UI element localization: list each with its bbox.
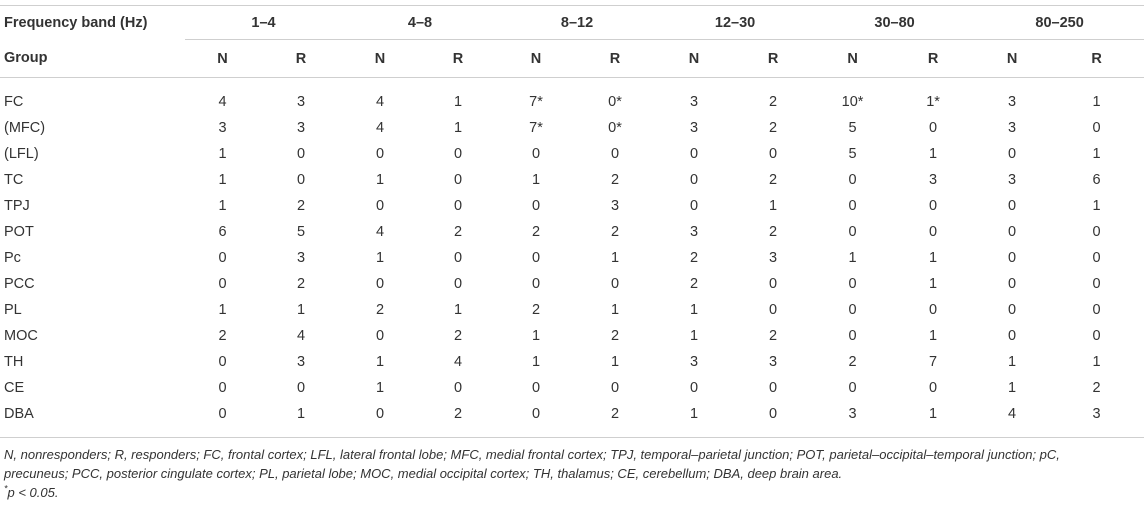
value-cell: 2 [296, 276, 306, 292]
value-cell: 0 [1092, 276, 1101, 292]
value-cell: 1 [296, 302, 306, 318]
band-header: 4–8 [342, 6, 498, 40]
value-cell: 1 [1008, 380, 1017, 396]
table-row [0, 115, 1144, 141]
value-cell: 0 [296, 380, 306, 396]
subheader-n: N [975, 40, 1049, 78]
value-cell: 0 [1092, 250, 1101, 266]
value-cell: 0 [732, 401, 814, 438]
value-cell: 0 [848, 198, 857, 214]
value-cell: 0 [1008, 146, 1017, 162]
value-cell: 3 [296, 94, 306, 110]
band-header-row [0, 6, 1144, 40]
value-cell: 7* [529, 94, 543, 110]
value-cell: 1 [929, 146, 938, 162]
value-cell: 0 [769, 146, 778, 162]
frequency-table [0, 6, 1144, 438]
value-cell: 2 [690, 276, 699, 292]
value-cell: 2 [769, 120, 778, 136]
value-cell: 0 [531, 380, 541, 396]
group-cell: TPJ [4, 198, 30, 214]
value-cell: 0 [375, 146, 385, 162]
value-cell: 2 [769, 172, 778, 188]
value-cell: 2 [611, 224, 620, 240]
value-cell: 1 [453, 302, 463, 318]
band-header: 30–80 [814, 6, 975, 40]
value-cell: 2 [531, 302, 541, 318]
value-cell: 2 [453, 328, 463, 344]
subheader-r: R [418, 40, 498, 78]
value-cell: 1 [1092, 198, 1101, 214]
footnote-significance [4, 483, 1140, 502]
significance-marker: * [4, 483, 8, 494]
value-cell: 4 [296, 328, 306, 344]
subheader-r: R [260, 40, 342, 78]
footnote-abbreviations-1: N, nonresponders; R, responders; FC, frontal cortex; LFL, lateral frontal lobe; MFC, medial frontal cortex; TPJ, temporal–parietal junction; POT, parietal–occipital–temporal junction; pC, [4, 447, 1060, 462]
subheader-n: N [185, 40, 260, 78]
value-cell: 0 [690, 146, 699, 162]
value-cell: 1 [531, 172, 541, 188]
value-cell: 0 [453, 276, 463, 292]
subheader-row [0, 40, 1144, 78]
value-cell: 0 [1092, 302, 1101, 318]
value-cell: 10* [841, 94, 864, 110]
value-cell: 2 [690, 250, 699, 266]
value-cell: 1* [926, 94, 940, 110]
value-cell: 3 [1008, 94, 1017, 110]
group-cell: POT [4, 224, 34, 240]
value-cell: 0 [1008, 328, 1017, 344]
value-cell: 6 [1092, 172, 1101, 188]
value-cell: 3 [769, 250, 778, 266]
value-cell: 3 [814, 401, 891, 438]
subheader-n: N [656, 40, 732, 78]
value-cell: 0 [929, 224, 938, 240]
value-cell: 1 [375, 354, 385, 370]
group-cell: TC [4, 172, 24, 188]
subheader-r: R [732, 40, 814, 78]
value-cell: 4 [453, 354, 463, 370]
value-cell: 4 [218, 94, 227, 110]
value-cell: 1 [611, 302, 620, 318]
value-cell: 0 [1092, 224, 1101, 240]
subheader-n: N [498, 40, 574, 78]
value-cell: 0 [1092, 328, 1101, 344]
value-cell: 7 [929, 354, 938, 370]
value-cell: 0 [296, 146, 306, 162]
band-header: 8–12 [498, 6, 656, 40]
value-cell: 5 [848, 120, 857, 136]
value-cell: 0 [848, 380, 857, 396]
value-cell: 1 [1008, 354, 1017, 370]
group-cell: (LFL) [4, 146, 39, 162]
value-cell: 1 [375, 250, 385, 266]
group-label: Group [0, 40, 185, 78]
value-cell: 0 [611, 276, 620, 292]
value-cell: 0 [218, 250, 227, 266]
significance-text: p < 0.05. [7, 485, 59, 500]
value-cell: 0* [608, 94, 622, 110]
value-cell: 2 [418, 401, 498, 438]
band-header: 1–4 [185, 6, 342, 40]
value-cell: 0 [453, 198, 463, 214]
value-cell: 0 [929, 302, 938, 318]
group-cell: TH [4, 354, 24, 370]
value-cell: 1 [375, 380, 385, 396]
subheader-n: N [342, 40, 418, 78]
value-cell: 3 [296, 250, 306, 266]
value-cell: 1 [1092, 146, 1101, 162]
value-cell: 6 [218, 224, 227, 240]
value-cell: 0 [690, 172, 699, 188]
value-cell: 0 [218, 380, 227, 396]
value-cell: 1 [656, 401, 732, 438]
value-cell: 3 [769, 354, 778, 370]
band-header: 80–250 [975, 6, 1144, 40]
value-cell: 1 [891, 401, 975, 438]
value-cell: 0 [1008, 302, 1017, 318]
table-row [0, 349, 1144, 375]
value-cell: 3 [1049, 401, 1144, 438]
value-cell: 0 [498, 401, 574, 438]
value-cell: 0 [611, 380, 620, 396]
value-cell: 1 [375, 172, 385, 188]
footnote-abbreviations-2: precuneus; PCC, posterior cingulate cortex; PL, parietal lobe; MOC, medial occipital cortex; TH, thalamus; CE, cerebellum; DBA, deep brain area. [4, 466, 843, 481]
value-cell: 0 [453, 380, 463, 396]
value-cell: 1 [929, 276, 938, 292]
table-row [0, 323, 1144, 349]
value-cell: 3 [690, 354, 699, 370]
value-cell: 2 [769, 328, 778, 344]
table-row [0, 375, 1144, 401]
value-cell: 1 [929, 328, 938, 344]
value-cell: 0 [769, 276, 778, 292]
value-cell: 0 [929, 380, 938, 396]
value-cell: 0 [848, 172, 857, 188]
value-cell: 2 [531, 224, 541, 240]
value-cell: 3 [690, 94, 699, 110]
value-cell: 0 [185, 401, 260, 438]
group-cell: Pc [4, 250, 21, 266]
value-cell: 5 [296, 224, 306, 240]
value-cell: 1 [611, 250, 620, 266]
subheader-r: R [891, 40, 975, 78]
value-cell: 1 [531, 354, 541, 370]
value-cell: 0 [1008, 276, 1017, 292]
value-cell: 0 [929, 120, 938, 136]
value-cell: 0 [453, 250, 463, 266]
band-header: 12–30 [656, 6, 814, 40]
table-footnotes [4, 445, 1140, 502]
value-cell: 1 [260, 401, 342, 438]
value-cell: 0 [453, 172, 463, 188]
value-cell: 0 [531, 146, 541, 162]
value-cell: 1 [690, 328, 699, 344]
value-cell: 1 [453, 94, 463, 110]
value-cell: 0 [1008, 224, 1017, 240]
value-cell: 3 [690, 224, 699, 240]
value-cell: 3 [929, 172, 938, 188]
value-cell: 2 [574, 401, 656, 438]
value-cell: 1 [769, 198, 778, 214]
value-cell: 0 [1008, 250, 1017, 266]
group-cell: PL [4, 302, 22, 318]
value-cell: 2 [453, 224, 463, 240]
value-cell: 1 [218, 172, 227, 188]
value-cell: 0 [848, 302, 857, 318]
value-cell: 0 [848, 328, 857, 344]
value-cell: 2 [375, 302, 385, 318]
value-cell: 1 [453, 120, 463, 136]
value-cell: 1 [218, 302, 227, 318]
value-cell: 0 [453, 146, 463, 162]
subheader-r: R [1049, 40, 1144, 78]
group-cell: (MFC) [4, 120, 46, 136]
value-cell: 1 [1092, 94, 1101, 110]
value-cell: 3 [296, 354, 306, 370]
value-cell: 0 [375, 328, 385, 344]
value-cell: 2 [218, 328, 227, 344]
value-cell: 0* [608, 120, 622, 136]
value-cell: 0 [375, 198, 385, 214]
value-cell: 0 [218, 354, 227, 370]
value-cell: 3 [296, 120, 306, 136]
value-cell: 0 [1008, 198, 1017, 214]
value-cell: 2 [1092, 380, 1101, 396]
value-cell: 1 [848, 250, 857, 266]
value-cell: 1 [611, 354, 620, 370]
value-cell: 4 [375, 120, 385, 136]
value-cell: 2 [296, 198, 306, 214]
value-cell: 0 [342, 401, 418, 438]
value-cell: 0 [218, 276, 227, 292]
value-cell: 4 [375, 224, 385, 240]
group-cell: PCC [4, 276, 35, 292]
value-cell: 0 [769, 302, 778, 318]
value-cell: 1 [1092, 354, 1101, 370]
value-cell: 0 [375, 276, 385, 292]
value-cell: 1 [218, 146, 227, 162]
group-cell: FC [4, 94, 24, 110]
table-row [0, 78, 1144, 116]
value-cell: 3 [1008, 172, 1017, 188]
table-body [0, 78, 1144, 438]
value-cell: 0 [769, 380, 778, 396]
table-row [0, 167, 1144, 193]
value-cell: 0 [690, 380, 699, 396]
table-row [0, 297, 1144, 323]
value-cell: 5 [848, 146, 857, 162]
group-cell: DBA [0, 401, 185, 438]
value-cell: 3 [611, 198, 620, 214]
value-cell: 0 [611, 146, 620, 162]
value-cell: 0 [531, 250, 541, 266]
group-cell: MOC [4, 328, 38, 344]
value-cell: 3 [218, 120, 227, 136]
value-cell: 2 [848, 354, 857, 370]
value-cell: 1 [690, 302, 699, 318]
value-cell: 0 [531, 198, 541, 214]
value-cell: 1 [929, 250, 938, 266]
value-cell: 0 [848, 224, 857, 240]
table-row [0, 401, 1144, 438]
table-row [0, 141, 1144, 167]
value-cell: 0 [848, 276, 857, 292]
value-cell: 0 [531, 276, 541, 292]
value-cell: 3 [1008, 120, 1017, 136]
group-cell: CE [4, 380, 25, 396]
value-cell: 0 [296, 172, 306, 188]
value-cell: 2 [769, 224, 778, 240]
frequency-band-label: Frequency band (Hz) [4, 14, 148, 31]
table-row [0, 245, 1144, 271]
value-cell: 2 [769, 94, 778, 110]
table-row [0, 193, 1144, 219]
value-cell: 0 [929, 198, 938, 214]
value-cell: 2 [611, 328, 620, 344]
table-row [0, 271, 1144, 297]
subheader-r: R [574, 40, 656, 78]
value-cell: 0 [690, 198, 699, 214]
value-cell: 0 [1092, 120, 1101, 136]
table-row [0, 219, 1144, 245]
subheader-n: N [814, 40, 891, 78]
value-cell: 4 [375, 94, 385, 110]
value-cell: 1 [531, 328, 541, 344]
value-cell: 3 [690, 120, 699, 136]
value-cell: 1 [218, 198, 227, 214]
value-cell: 2 [611, 172, 620, 188]
value-cell: 4 [975, 401, 1049, 438]
value-cell: 7* [529, 120, 543, 136]
